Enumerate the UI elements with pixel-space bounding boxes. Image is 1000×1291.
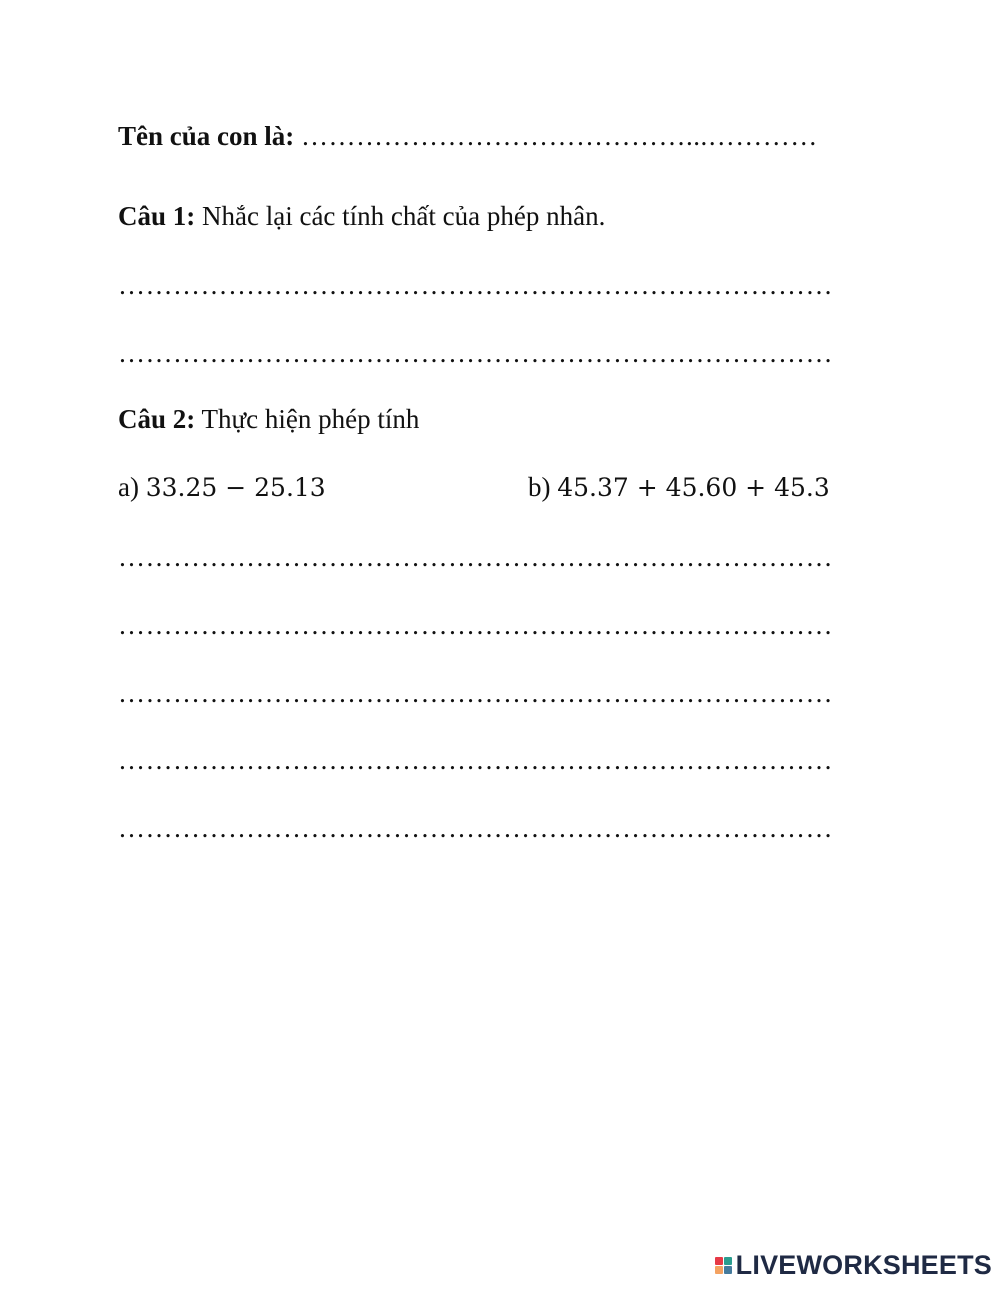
name-line (118, 119, 818, 153)
question-2-label: Câu 2: (118, 404, 196, 434)
logo-square (715, 1257, 723, 1265)
part-a-expression: 33.25 − 25.13 (145, 473, 326, 502)
answer-line[interactable]: …………………………………………………………………… (118, 813, 833, 843)
answer-line[interactable]: …………………………………………………………………… (118, 745, 833, 775)
part-b-label: b) (528, 472, 551, 502)
logo-square (715, 1266, 723, 1274)
question-1-label: Câu 1: (118, 201, 196, 231)
name-blank[interactable]: ……………………………………...………… (301, 121, 818, 151)
part-b-expression: 45.37 + 45.60 + 45.3 (557, 473, 830, 502)
question-1 (118, 199, 605, 233)
logo-square (724, 1266, 732, 1274)
answer-line[interactable]: …………………………………………………………………… (118, 338, 833, 368)
question-1-text: Nhắc lại các tính chất của phép nhân. (202, 201, 606, 231)
answer-line[interactable]: …………………………………………………………………… (118, 678, 833, 708)
answer-line[interactable]: …………………………………………………………………… (118, 542, 833, 572)
part-a-label: a) (118, 472, 139, 502)
liveworksheets-logo-icon (715, 1254, 732, 1278)
answer-line[interactable]: …………………………………………………………………… (118, 270, 833, 300)
brand-wordmark: LIVEWORKSHEETS (735, 1250, 992, 1280)
liveworksheets-brand (715, 1250, 992, 1281)
logo-square (724, 1257, 732, 1265)
question-2-part-a (118, 470, 326, 505)
question-2 (118, 402, 419, 436)
question-2-text: Thực hiện phép tính (201, 404, 420, 434)
question-2-part-b (528, 470, 830, 505)
name-label: Tên của con là: (118, 121, 295, 151)
answer-line[interactable]: …………………………………………………………………… (118, 610, 833, 640)
